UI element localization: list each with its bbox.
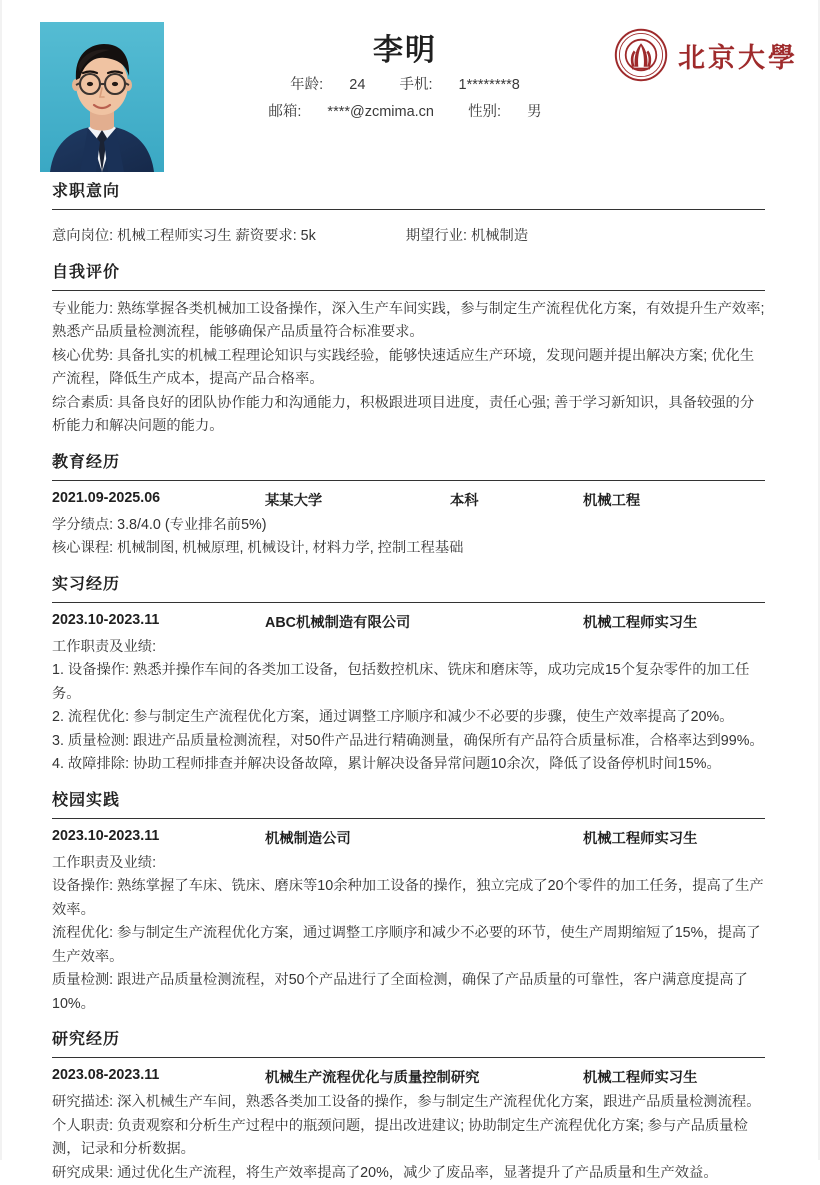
research-date: 2023.08-2023.11	[52, 1067, 159, 1083]
research-entry-row	[52, 1067, 765, 1091]
research-body	[52, 1058, 765, 1185]
campus-date: 2023.10-2023.11	[52, 828, 159, 844]
internship-item: 4. 故障排除: 协助工程师排查并解决设备故障，累计解决设备异常问题10余次，降低了设备停机时间15%。	[52, 753, 765, 777]
research-item: 个人职责: 负责观察和分析生产过程中的瓶颈问题，提出改进建议; 协助制定生产流程优化方案; 参与产品质量检测，记录和分析数据。	[52, 1115, 765, 1162]
section-internship	[0, 561, 820, 777]
campus-company: 机械制造公司	[265, 828, 351, 848]
research-role: 机械工程师实习生	[583, 1067, 697, 1087]
internship-role: 机械工程师实习生	[583, 612, 697, 632]
section-research	[0, 1016, 820, 1185]
section-education	[0, 439, 820, 561]
education-entry-row	[52, 490, 765, 514]
internship-entry-row	[52, 612, 765, 636]
intent-position	[52, 225, 316, 249]
campus-item: 流程优化: 参与制定生产流程优化方案，通过调整工序顺序和减少不必要的环节，使生产周期缩短了15%，提高了生产效率。	[52, 922, 765, 969]
industry-label: 期望行业:	[406, 228, 467, 244]
campus-entry-row	[52, 828, 765, 852]
education-date: 2021.09-2025.06	[52, 490, 160, 506]
internship-intro: 工作职责及业绩:	[52, 636, 765, 660]
applicant-name: 李明	[190, 30, 620, 72]
section-title: 校园实践	[52, 789, 820, 813]
gender-label: 性别:	[468, 104, 501, 120]
section-title: 教育经历	[52, 451, 820, 475]
research-heading	[52, 1016, 820, 1058]
university-logo	[614, 28, 798, 82]
internship-item: 3. 质量检测: 跟进产品质量检测流程，对50件产品进行精确测量，确保所有产品符合质量标准，合格率达到99%。	[52, 730, 765, 754]
university-seal-icon	[614, 28, 668, 82]
section-campus-practice	[0, 777, 820, 1017]
job-intention-body	[52, 210, 765, 249]
contact-row-age-phone	[190, 72, 620, 99]
campus-intro: 工作职责及业绩:	[52, 852, 765, 876]
portrait-photo	[40, 22, 164, 172]
email-value: ****@zcmima.cn	[327, 104, 434, 120]
salary-value: 5k	[301, 228, 316, 244]
section-title: 自我评价	[52, 261, 820, 285]
internship-item: 1. 设备操作: 熟悉并操作车间的各类加工设备，包括数控机床、铣床和磨床等，成功完成15个复杂零件的加工任务。	[52, 659, 765, 706]
section-title: 求职意向	[52, 180, 820, 204]
phone-value: 1********8	[459, 77, 520, 93]
campus-item: 质量检测: 跟进产品质量检测流程，对50个产品进行了全面检测，确保了产品质量的可靠性，客户满意度提高了10%。	[52, 969, 765, 1016]
self-evaluation-heading	[52, 249, 820, 291]
internship-date: 2023.10-2023.11	[52, 612, 159, 628]
education-school: 某某大学	[265, 490, 322, 510]
internship-company: ABC机械制造有限公司	[265, 612, 410, 632]
email-label: 邮箱:	[268, 104, 301, 120]
resume-header	[0, 0, 820, 168]
campus-practice-heading	[52, 777, 820, 819]
education-body	[52, 481, 765, 561]
age-label: 年龄:	[290, 77, 323, 93]
education-major: 机械工程	[583, 490, 640, 510]
internship-body	[52, 603, 765, 777]
evaluation-paragraph: 综合素质: 具备良好的团队协作能力和沟通能力，积极跟进项目进度，责任心强; 善于学习新知识，具备较强的分析能力和解决问题的能力。	[52, 392, 765, 439]
research-project: 机械生产流程优化与质量控制研究	[265, 1067, 479, 1087]
education-courses: 核心课程: 机械制图, 机械原理, 机械设计, 材料力学, 控制工程基础	[52, 537, 765, 561]
self-evaluation-body	[52, 291, 765, 439]
education-degree: 本科	[450, 490, 479, 510]
internship-heading	[52, 561, 820, 603]
section-job-intention	[0, 168, 820, 249]
education-heading	[52, 439, 820, 481]
phone-label: 手机:	[399, 77, 432, 93]
intent-industry	[406, 225, 528, 249]
name-and-contact	[190, 30, 620, 126]
section-self-evaluation	[0, 249, 820, 439]
job-intention-row	[52, 225, 765, 249]
age-value: 24	[349, 77, 365, 93]
industry-value: 机械制造	[471, 228, 528, 244]
section-title: 研究经历	[52, 1028, 820, 1052]
campus-item: 设备操作: 熟练掌握了车床、铣床、磨床等10余种加工设备的操作，独立完成了20个零件的加工任务，提高了生产效率。	[52, 875, 765, 922]
university-name: 北京大學	[678, 36, 798, 75]
campus-role: 机械工程师实习生	[583, 828, 697, 848]
section-title: 实习经历	[52, 573, 820, 597]
evaluation-paragraph: 专业能力: 熟练掌握各类机械加工设备操作，深入生产车间实践，参与制定生产流程优化方案，有效提升生产效率; 熟悉产品质量检测流程，能够确保产品质量符合标准要求。	[52, 298, 765, 345]
page-left-border	[0, 0, 2, 1160]
gender-value: 男	[527, 104, 542, 120]
internship-item: 2. 流程优化: 参与制定生产流程优化方案，通过调整工序顺序和减少不必要的步骤，使生产效率提高了20%。	[52, 706, 765, 730]
contact-row-email-gender	[190, 99, 620, 126]
education-gpa: 学分绩点: 3.8/4.0 (专业排名前5%)	[52, 514, 765, 538]
campus-practice-body	[52, 819, 765, 1017]
research-item: 研究描述: 深入机械生产车间，熟悉各类加工设备的操作，参与制定生产流程优化方案，跟进产品质量检测流程。	[52, 1091, 765, 1115]
evaluation-paragraph: 核心优势: 具备扎实的机械工程理论知识与实践经验，能够快速适应生产环境，发现问题并提出解决方案; 优化生产流程，降低生产成本，提高产品合格率。	[52, 345, 765, 392]
research-item: 研究成果: 通过优化生产流程，将生产效率提高了20%，减少了废品率，显著提升了产品质量和生产效益。	[52, 1162, 765, 1185]
job-intention-heading	[52, 168, 820, 210]
position-value: 机械工程师实习生	[117, 228, 231, 244]
position-label: 意向岗位:	[52, 228, 113, 244]
salary-label: 薪资要求:	[236, 228, 297, 244]
